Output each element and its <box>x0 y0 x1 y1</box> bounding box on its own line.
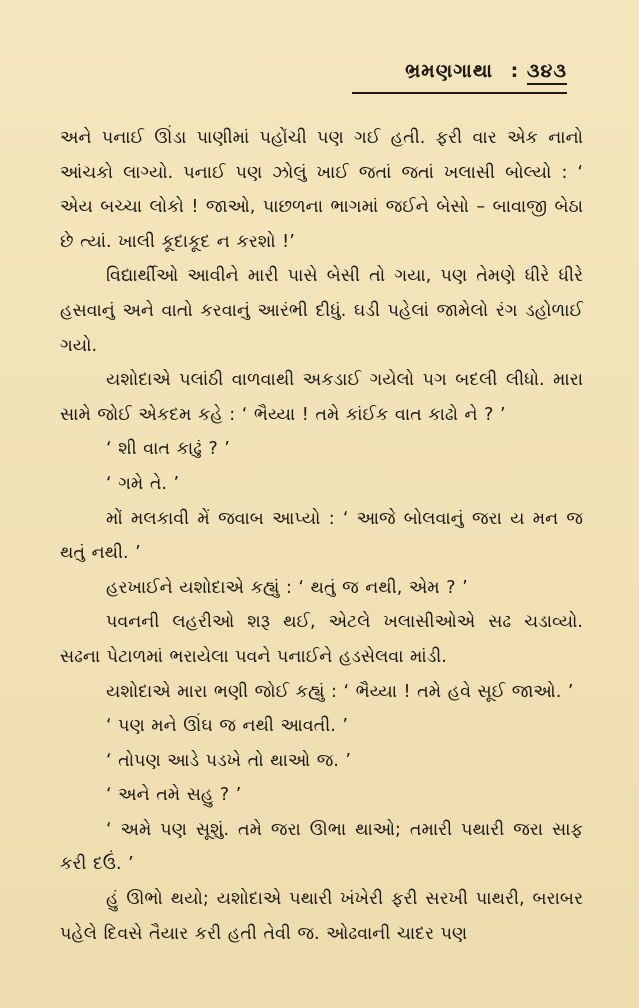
running-header <box>405 60 567 82</box>
paragraph: અને પનાઈ ઊંડા પાણીમાં પહોંચી પણ ગઈ હતી. ફરી વાર એક નાનો આંચકો લાગ્યો. પનાઈ પણ ઝોલું ખાઈ જતાં જતાં ખલાસી બોલ્યો : ‘ એય બચ્ચા લોકો ! જાઓ, પાછળના ભાગમાં જઈને બેસો – બાવાજી બેઠા છે ત્યાં. ખાલી કૂદાકૂદ ન કરશો !’ <box>60 128 583 252</box>
page-number: ૩૪૩ <box>527 60 567 85</box>
paragraph: હરખાઈને યશોદાએ કહ્યું : ‘ થતું જ નથી, એમ ? ’ <box>106 577 468 598</box>
paragraph: યશોદાએ પલાંઠી વાળવાથી અકડાઈ ગયેલો પગ બદલી લીધો. મારા સામે જોઈ એકદમ કહે : ‘ ભૈય્યા ! તમે કાંઈક વાત કાઢો ને ? ’ <box>60 370 583 425</box>
paragraph: ‘ અને તમે સહુ ? ’ <box>106 785 242 806</box>
paragraph: ‘ ગમે તે. ’ <box>106 473 180 494</box>
header-rule <box>352 92 567 94</box>
paragraph: ‘ પણ મને ઊંઘ જ નથી આવતી. ’ <box>106 716 348 737</box>
body-text <box>60 121 583 951</box>
paragraph: હું ઊભો થયો; યશોદાએ પથારી ખંખેરી ફરી સરખી પાથરી, બરાબર પહેલે દિવસે તૈયાર કરી હતી તેવી જ. ઓઢવાની ચાદર પણ <box>60 889 583 944</box>
paragraph: યશોદાએ મારા ભણી જોઈ કહ્યું : ‘ ભૈય્યા ! તમે હવે સૂઈ જાઓ. ’ <box>106 681 574 702</box>
paragraph: વિદ્યાર્થીઓ આવીને મારી પાસે બેસી તો ગયા, પણ તેમણે ધીરે ધીરે હસવાનું અને વાતો કરવાનું આરંભી દીધું. ઘડી પહેલાં જામેલો રંગ ડહોળાઈ ગયો. <box>60 266 583 356</box>
paragraph: મોં મલકાવી મેં જવાબ આપ્યો : ‘ આજે બોલવાનું જરા ય મન જ થતું નથી. ’ <box>60 508 583 564</box>
paragraph: ‘ શી વાત કાઢું ? ’ <box>106 439 230 460</box>
paragraph: ‘ અમે પણ સૂશું. તમે જરા ઊભા થાઓ; તમારી પથારી જરા સાફ કરી દઉં. ’ <box>60 819 583 875</box>
running-header-separator: : <box>510 60 520 82</box>
paragraph: ‘ તોપણ આડે પડખે તો થાઓ જ. ’ <box>106 750 351 771</box>
running-header-title: ભ્રમણગાથા <box>405 60 494 82</box>
paragraph: પવનની લહરીઓ શરૂ થઈ, એટલે ખલાસીઓએ સઢ ચડાવ્યો. સઢના પેટાળમાં ભરાયેલા પવને પનાઈને હડસેલવા માંડી. <box>60 612 583 667</box>
